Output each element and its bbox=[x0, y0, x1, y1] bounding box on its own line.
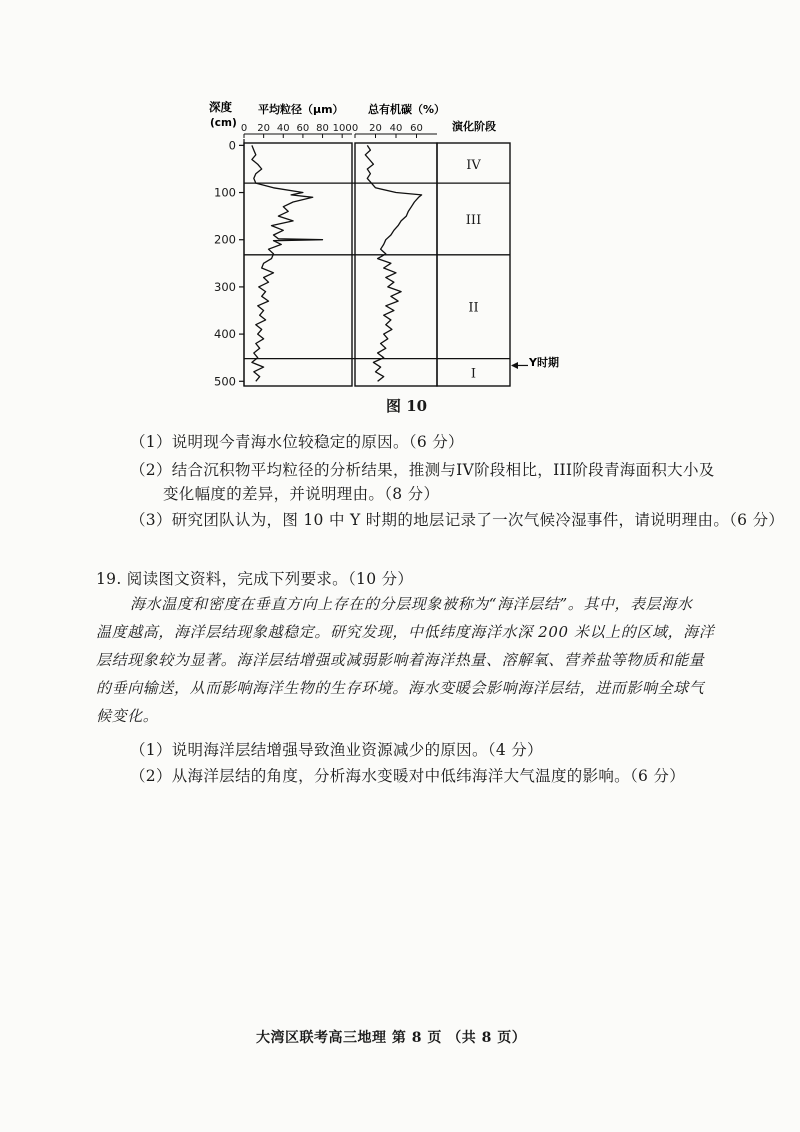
y-period-label: Y时期 bbox=[529, 356, 559, 369]
q19-para-line: 候变化。 bbox=[96, 707, 159, 725]
y-tick-label: 300 bbox=[214, 279, 236, 294]
series-line-grain-size bbox=[252, 145, 323, 381]
x-tick-label: 40 bbox=[276, 123, 290, 134]
y-tick-label: 0 bbox=[228, 138, 236, 153]
q19-para-line: 的垂向输送，从而影响海洋生物的生存环境。海水变暖会影响海洋层结，进而影响全球气 bbox=[96, 679, 705, 697]
q19-para-line: 层结现象较为显著。海洋层结增强或减弱影响着海洋热量、溶解氧、营养盐等物质和能量 bbox=[96, 651, 705, 669]
stage-label: I bbox=[470, 366, 477, 382]
x-tick-label: 60 bbox=[410, 123, 423, 134]
q18-sub2-line2: 变化幅度的差异，并说明理由。（8 分） bbox=[163, 485, 440, 503]
x-tick-label: 80 bbox=[316, 123, 329, 134]
x-tick-label: 100 bbox=[332, 123, 352, 134]
q19-heading: 19. 阅读图文资料，完成下列要求。（10 分） bbox=[96, 570, 414, 588]
q19-sub2: （2）从海洋层结的角度，分析海水变暖对中低纬海洋大气温度的影响。（6 分） bbox=[130, 767, 686, 785]
q18-sub2-line1: （2）结合沉积物平均粒径的分析结果，推测与IV阶段相比，III阶段青海面积大小及 bbox=[130, 461, 715, 479]
page-footer: 大湾区联考高三地理 第 8 页 （共 8 页） bbox=[256, 1030, 527, 1046]
q19-sub1: （1）说明海洋层结增强导致渔业资源减少的原因。（4 分） bbox=[130, 741, 543, 759]
stage-column-label: 演化阶段 bbox=[452, 120, 496, 133]
q18-sub1: （1）说明现今青海水位较稳定的原因。（6 分） bbox=[130, 433, 464, 451]
y-tick-label: 100 bbox=[214, 185, 236, 200]
panel-frame bbox=[355, 143, 437, 386]
y-tick-label: 400 bbox=[214, 327, 236, 342]
figure-caption: 图 10 bbox=[386, 397, 428, 415]
y-tick-label: 500 bbox=[214, 374, 236, 389]
q18-sub3: （3）研究团队认为，图 10 中 Y 时期的地层记录了一次气候冷湿事件，请说明理由。（6 分） bbox=[130, 511, 785, 529]
chart-marks bbox=[244, 145, 528, 381]
x-tick-label: 60 bbox=[296, 123, 310, 134]
q19-para-line: 海水温度和密度在垂直方向上存在的分层现象被称为“海洋层结”。其中，表层海水 bbox=[130, 595, 693, 613]
x-tick-label: 0 bbox=[351, 123, 359, 134]
stage-label: II bbox=[468, 300, 479, 316]
panel1-title: 平均粒径（μm） bbox=[258, 103, 344, 116]
panel-frame bbox=[244, 143, 352, 386]
stage-label: IV bbox=[466, 158, 481, 174]
x-tick-label: 20 bbox=[369, 123, 382, 134]
q19-para-line: 温度越高，海洋层结现象越稳定。研究发现，中低纬度海洋水深 200 米以上的区域，海洋 bbox=[96, 623, 715, 641]
series-line-toc bbox=[365, 145, 421, 381]
x-tick-label: 40 bbox=[389, 123, 403, 134]
x-tick-label: 0 bbox=[240, 123, 248, 134]
y-tick-label: 200 bbox=[214, 232, 236, 247]
y-axis-unit: (cm) bbox=[210, 117, 237, 129]
panel2-title: 总有机碳（%） bbox=[368, 103, 446, 116]
y-period-arrowhead bbox=[511, 362, 518, 369]
x-tick-label: 20 bbox=[257, 123, 271, 134]
stage-column-frame bbox=[437, 143, 510, 386]
stage-label: III bbox=[465, 212, 482, 228]
y-axis-label: 深度 bbox=[209, 100, 232, 114]
figure-10-chart bbox=[0, 0, 800, 420]
